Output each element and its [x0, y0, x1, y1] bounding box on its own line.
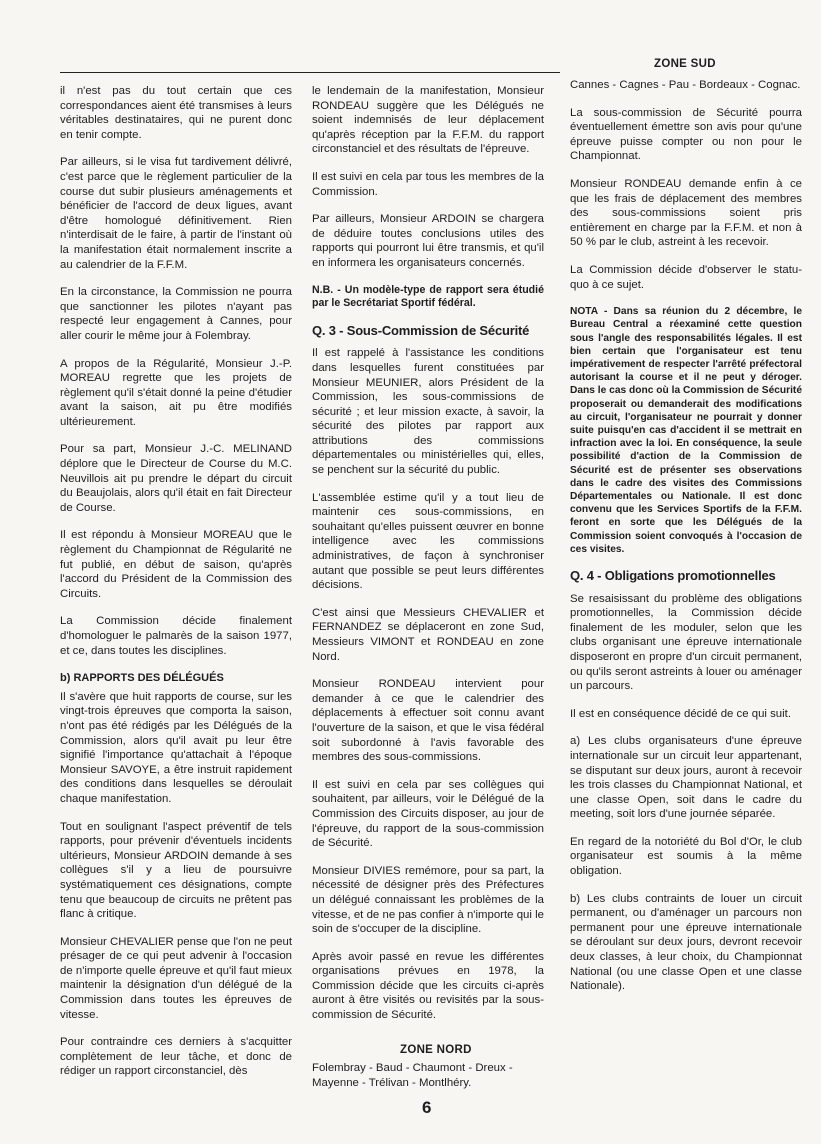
nota-note: NOTA - Dans sa réunion du 2 décembre, le Bureau Central a réexaminé cette question sous l'angle des responsabilités légales. Il est bien certain que l'organisateur est tenu impérativement de respecter l'arrêté préfectoral autorisant la course et il ne peut y déroger. Dans le cas donc où la Commission de Sécurité proposerait ou demanderait des modifications au circuit, l'organisateur ne pourrait y donner suite puisqu'en cas d'accident il se mettrait en infraction avec la loi. En conséquence, la seule possibilité d'action de la Commission de Sécurité est de présenter ses observations dans le cadre des visites des Commissions Départementales ou Nationale. Il est donc convenu que les Services Sportifs de la F.F.M. feront en sorte que les Délégués de la Commission soient convoqués à l'occasion de ces visites. — [570, 306, 802, 555]
paragraph: le lendemain de la manifestation, Monsieur RONDEAU suggère que les Délégués ne soient indemnisés de leur déplacement qu'après réception par la F.F.M. du rapport circonstanciel et des résultats de l'épreuve. — [312, 85, 544, 156]
column-1 — [60, 84, 292, 1092]
paragraph: Pour contraindre ces derniers à s'acquitter complètement de leur tâche, et donc de rédiger un rapport circonstanciel, dès — [60, 1036, 292, 1078]
page-number: 6 — [422, 1098, 432, 1117]
paragraph: Il est suivi en cela par tous les membres de la Commission. — [312, 170, 544, 198]
paragraph: Par ailleurs, si le visa fut tardivement délivré, c'est parce que le règlement particulier de la course dut subir plusieurs aménagements et bénéficier de l'accord de deux ligues, avant d'être homologué définitivement. Rien n'interdisait de le faire, à partir de l'instant où la manifestation était normalement inscrite a au calendrier de la F.F.M. — [60, 156, 292, 271]
paragraph: Il s'avère que huit rapports de course, sur les vingt-trois épreuves que comportа la saison, n'ont pas été rédigés par les Délégués de la Commission, alors qu'il avait pu leur être signifié l'importance qu'attachait à l'époque Monsieur SAVOYE, a être instruit rapidement des conditions dans lesquelles se déroulait chaque manifestation. — [60, 690, 292, 805]
paragraph: C'est ainsi que Messieurs CHEVALIER et FERNANDEZ se déplaceront en zone Sud, Messieurs VIMONT et RONDEAU en zone Nord. — [312, 606, 544, 663]
paragraph: Monsieur DIVIES remémore, pour sa part, la nécessité de désigner près des Préfectures un délégué connaissant les problèmes de la vitesse, et de ne pas confier à n'importe qui le soin de s'occuper de la discipline. — [312, 864, 544, 936]
zone-sud-cities: Cannes - Cagnes - Pau - Bordeaux - Cognac. — [570, 79, 801, 91]
zone-nord-heading: ZONE NORD — [400, 1044, 472, 1056]
paragraph: Tout en soulignant l'aspect préventif de tels rapports, pour prévenir d'éventuels incidents ultérieurs, Monsieur ARDOIN demande à ses collègues s'il y a lieu de poursuivre systématiquement ces désignations, compte tenu que beaucoup de circuits ne prêtent pas flanc à critique. — [60, 820, 292, 921]
column-3 — [570, 78, 802, 1007]
paragraph: b) Les clubs contraints de louer un circuit permanent, ou d'aménager un parcours non permanent pour une épreuve internationale se déroulant sur deux jours, devront recevoir deux classes, à leur choix, du Championnat National (ou une classe Open et une classe Nationale). — [570, 892, 802, 993]
paragraph: Par ailleurs, Monsieur ARDOIN se chargera de déduire toutes conclusions utiles des rapports qui pourront lui être transmis, et qu'il en informera les organisateurs concernés. — [312, 213, 544, 269]
paragraph: Il est en conséquence décidé de ce qui suit. — [570, 707, 791, 720]
section-heading-q4: Q. 4 - Obligations promotionnelles — [570, 567, 776, 583]
paragraph: Monsieur RONDEAU intervient pour demander à ce que le calendrier des déplacements à effectuer soit connu avant l'ouverture de la saison, et que le visa fédéral soit subordonné à l'avis favorable des membres des sous-commissions. — [312, 678, 544, 764]
paragraph: A propos de la Régularité, Monsieur J.-P. MOREAU regrette que les projets de règlement qu'il s'était donné la peine d'étudier avant la saison, ait pu être modifiés ultérieurement. — [60, 357, 292, 428]
zone-sud-heading: ZONE SUD — [654, 58, 716, 70]
paragraph: En la circonstance, la Commission ne pourra que sanctionner les pilotes n'ayant pas respecté leur engagement à Cannes, pour aller courir le même jour à Folembray. — [60, 286, 292, 342]
paragraph: il n'est pas du tout certain que ces correspondances aient été transmises à leurs véritables destinataires, qui ne purent donc en tenir compte. — [60, 85, 292, 141]
zone-nord-cities: Folembray - Baud - Chaumont - Dreux - Mayenne - Trélivan - Montlhéry. — [312, 1062, 513, 1089]
paragraph: Il est répondu à Monsieur MOREAU que le règlement du Championnat de Régularité ne fut publié, en début de saison, qu'après l'accord du Président de la Commission des Circuits. — [60, 529, 292, 600]
paragraph: Il est rappelé à l'assistance les conditions dans lesquelles furent constituées par Monsieur MEUNIER, alors Président de la Commission, les sous-commissions de sécurité ; et leur mission exacte, à savoir, la sécurité des pilotes par rapport aux attributions des commissions départementales ou ministérielles qui, elles, se penchent sur la sécurité du public. — [312, 347, 544, 477]
paragraph: Après avoir passé en revue les différentes organisations prévues en 1978, la Commission décide que les circuits ci-après auront à être visités ou revisités par la sous-commission de Sécurité. — [312, 950, 544, 1022]
paragraph: La sous-commission de Sécurité pourra éventuellement émettre son avis pour qu'une épreuve puisse compter ou non pour le Championnat. — [570, 106, 802, 163]
paragraph: Pour sa part, Monsieur J.-C. MELINAND déplore que le Directeur de Course du M.C. Neuvillois ait pu prendre le départ du circuit du Beaujolais, alors qu'il était en fait Directeur de Course. — [60, 443, 292, 514]
column-2 — [312, 84, 544, 1036]
paragraph: Monsieur CHEVALIER pense que l'on ne peut présager de ce qui peut advenir à l'occasion de n'importe quelle épreuve et qu'il faut mieux maintenir la désignation d'un délégué de la Commission dans toutes les épreuves de vitesse. — [60, 935, 292, 1021]
paragraph: La Commission décide d'observer le statu-quo à ce sujet. — [570, 263, 802, 291]
zone-nord-block — [312, 1061, 544, 1103]
section-heading-q3: Q. 3 - Sous-Commission de Sécurité — [312, 322, 530, 338]
section-subheading: b) RAPPORTS DES DÉLÉGUÉS — [60, 672, 224, 685]
paragraph: a) Les clubs organisateurs d'une épreuve internationale sur un circuit leur appartenant, se disputant sur deux jours, auront à recevoir les trois classes du Championnat National, et une classe Open, soit dans le cadre du meeting, soit lors d'une journée séparée. — [570, 735, 802, 821]
paragraph: Il est suivi en cela par ses collègues qui souhaitent, par ailleurs, voir le Délégué de la Commission des Circuits disposer, au jour de l'épreuve, du rapport de la sous-commission de Sécurité. — [312, 778, 544, 850]
paragraph: Monsieur RONDEAU demande enfin à ce que les frais de déplacement des membres des sous-commissions soient pris entièrement en charge par la F.F.M. et non à 50 % par le club, astreint à les recevoir. — [570, 177, 802, 249]
nb-note: N.B. - Un modèle-type de rapport sera étudié par le Secrétariat Sportif fédéral. — [312, 283, 544, 310]
paragraph: En regard de la notoriété du Bol d'Or, le club organisateur est soumis à la même obligation. — [570, 835, 802, 878]
paragraph: Se resaisissant du problème des obligations promotionnelles, la Commission décide finalement de les moduler, selon que les clubs organisant une épreuve internationale disposeront en propre d'un circuit permanent, ou qu'ils seront astreints à louer ou aménager un parcours. — [570, 592, 802, 693]
paragraph: L'assemblée estime qu'il y a tout lieu de maintenir ces sous-commissions, en souhaitant qu'elles puissent œuvrer en bonne intelligence avec les commissions administratives, de façon à synchroniser autant que possible se peut leurs différentes décisions. — [312, 491, 544, 592]
paragraph: La Commission décide finalement d'homologuer le palmarès de la saison 1977, et ce, dans toutes les disciplines. — [60, 615, 292, 657]
header-rule — [60, 72, 560, 73]
